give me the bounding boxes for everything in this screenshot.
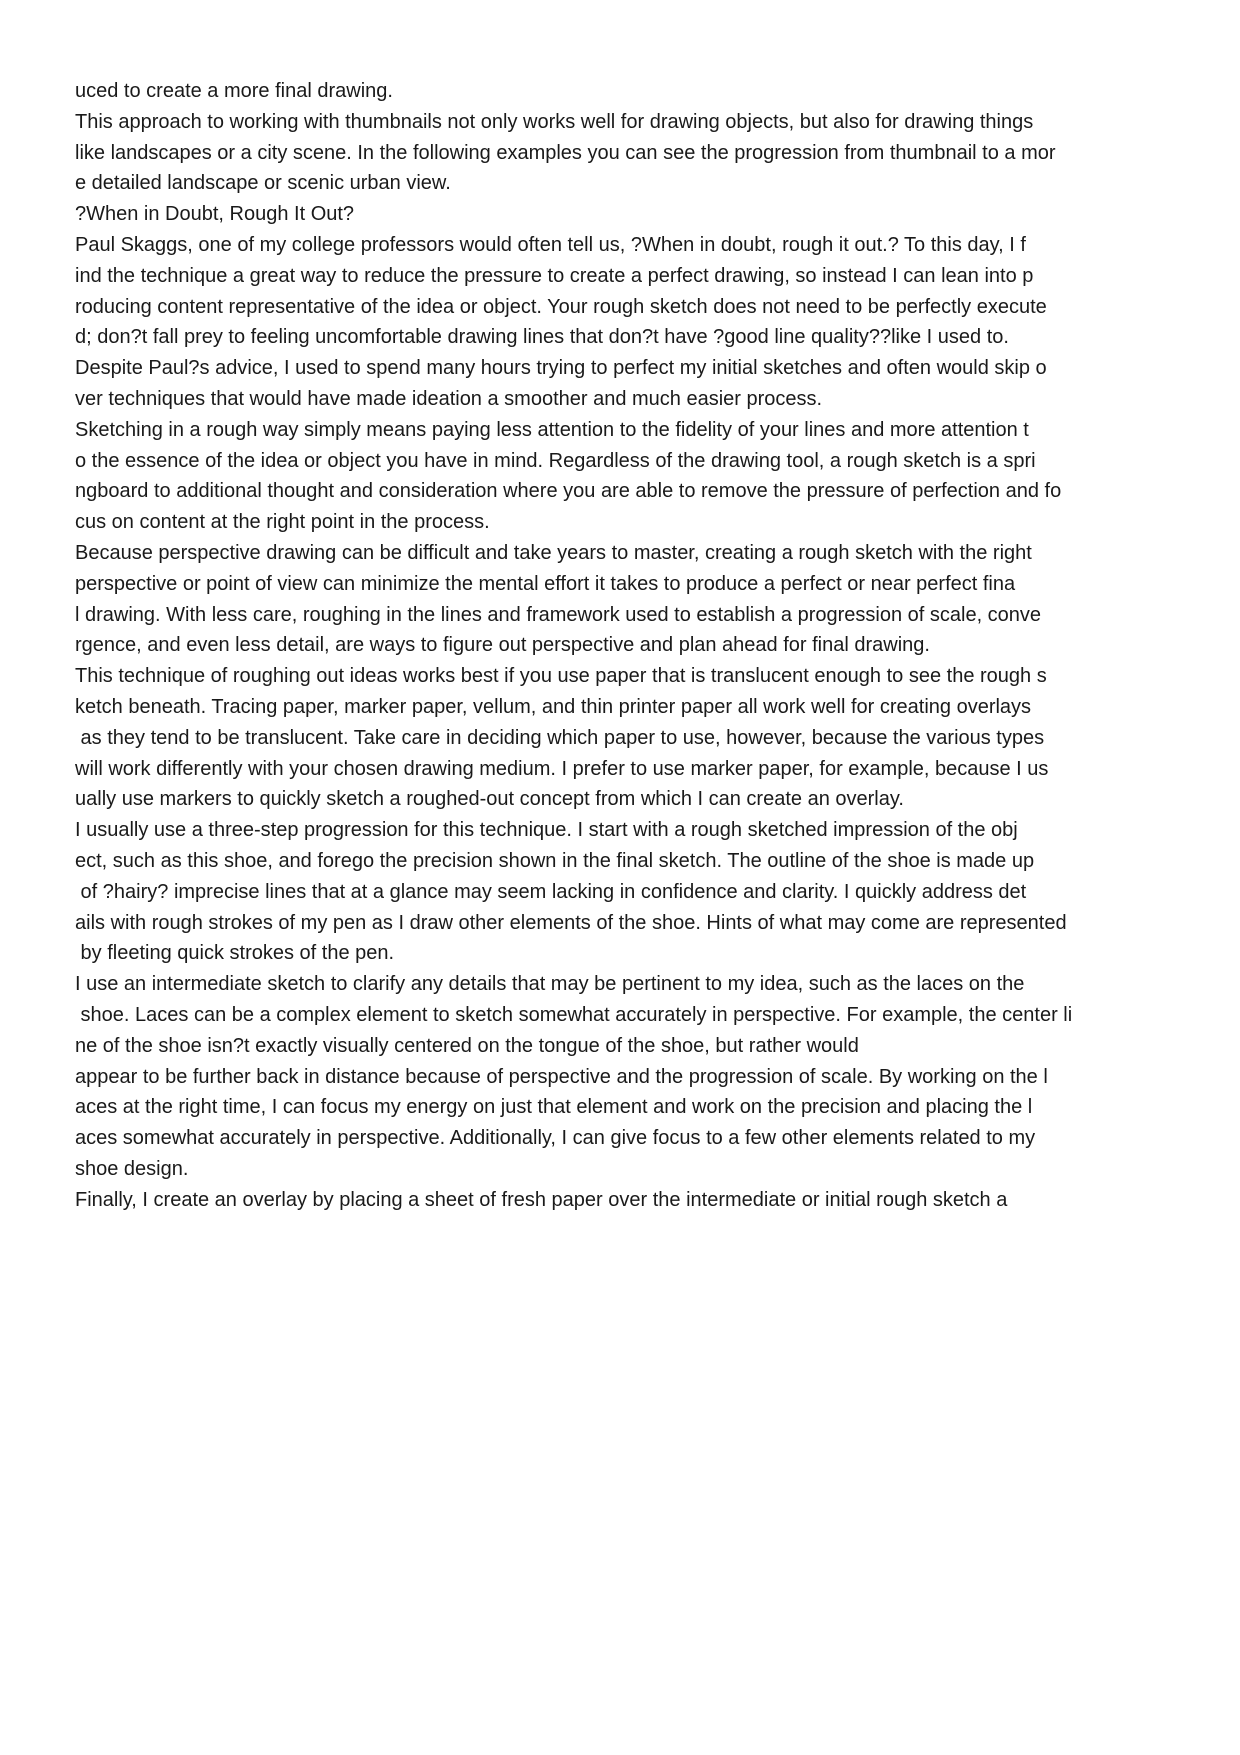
text-line: appear to be further back in distance because of perspective and the progression of scale. By working on the l: [75, 1065, 1048, 1088]
text-line: rgence, and even less detail, are ways to figure out perspective and plan ahead for final drawing.: [75, 634, 930, 657]
text-line: by fleeting quick strokes of the pen.: [75, 942, 395, 965]
text-line: roducing content representative of the idea or object. Your rough sketch does not need to be perfectly execute: [75, 295, 1047, 318]
text-line: ver techniques that would have made ideation a smoother and much easier process.: [75, 387, 823, 410]
text-line: ind the technique a great way to reduce the pressure to create a perfect drawing, so instead I can lean into p: [75, 264, 1034, 287]
text-line: uced to create a more final drawing.: [75, 80, 393, 102]
section-heading: ?When in Doubt, Rough It Out?: [75, 203, 355, 226]
text-line: Finally, I create an overlay by placing a sheet of fresh paper over the intermediate or initial rough sketch a: [75, 1188, 1008, 1211]
text-line: aces somewhat accurately in perspective. Additionally, I can give focus to a few other elements related to my: [75, 1127, 1036, 1150]
text-line: of ?hairy? imprecise lines that at a glance may seem lacking in confidence and clarity. I quickly address det: [75, 880, 1027, 903]
text-line: ually use markers to quickly sketch a roughed-out concept from which I can create an overlay.: [75, 788, 904, 811]
text-line: ne of the shoe isn?t exactly visually centered on the tongue of the shoe, but rather would: [75, 1034, 859, 1057]
text-line: ketch beneath. Tracing paper, marker paper, vellum, and thin printer paper all work well for creating overlays: [75, 695, 1032, 718]
text-line: aces at the right time, I can focus my energy on just that element and work on the precision and placing the l: [75, 1096, 1033, 1119]
text-line: ngboard to additional thought and consideration where you are able to remove the pressure of perfection and fo: [75, 480, 1062, 503]
text-line: Despite Paul?s advice, I used to spend many hours trying to perfect my initial sketches and often would skip o: [75, 357, 1047, 380]
text-line: as they tend to be translucent. Take care in deciding which paper to use, however, because the various types: [75, 726, 1045, 749]
text-line: e detailed landscape or scenic urban view.: [75, 172, 451, 195]
text-line: cus on content at the right point in the process.: [75, 511, 490, 534]
text-line: Paul Skaggs, one of my college professors would often tell us, ?When in doubt, rough it out.? To this day, I f: [75, 233, 1026, 256]
text-line: d; don?t fall prey to feeling uncomfortable drawing lines that don?t have ?good line quality??like I used to.: [75, 326, 1009, 349]
text-line: I use an intermediate sketch to clarify any details that may be pertinent to my idea, such as the laces on the: [75, 973, 1025, 996]
text-line: ect, such as this shoe, and forego the precision shown in the final sketch. The outline of the shoe is made up: [75, 849, 1035, 872]
text-line: will work differently with your chosen drawing medium. I prefer to use marker paper, for example, because I us: [75, 757, 1049, 780]
text-line: Sketching in a rough way simply means paying less attention to the fidelity of your lines and more attention t: [75, 418, 1029, 441]
text-line: shoe design.: [75, 1157, 189, 1180]
text-line: o the essence of the idea or object you have in mind. Regardless of the drawing tool, a rough sketch is a spri: [75, 449, 1036, 472]
text-line: This approach to working with thumbnails not only works well for drawing objects, but also for drawing things: [75, 110, 1034, 133]
text-line: shoe. Laces can be a complex element to sketch somewhat accurately in perspective. For example, the center li: [75, 1003, 1073, 1026]
text-line: I usually use a three-step progression for this technique. I start with a rough sketched impression of the obj: [75, 819, 1018, 842]
text-line: perspective or point of view can minimize the mental effort it takes to produce a perfect or near perfect fina: [75, 572, 1016, 595]
text-line: This technique of roughing out ideas works best if you use paper that is translucent enough to see the rough s: [75, 665, 1047, 688]
text-line: ails with rough strokes of my pen as I draw other elements of the shoe. Hints of what may come are represented: [75, 911, 1067, 934]
text-line: like landscapes or a city scene. In the following examples you can see the progression from thumbnail to a mor: [75, 141, 1056, 164]
text-line: l drawing. With less care, roughing in the lines and framework used to establish a progression of scale, conve: [75, 603, 1042, 626]
body-text: [75, 76, 1205, 1215]
text-line: Because perspective drawing can be difficult and take years to master, creating a rough sketch with the right: [75, 541, 1032, 564]
